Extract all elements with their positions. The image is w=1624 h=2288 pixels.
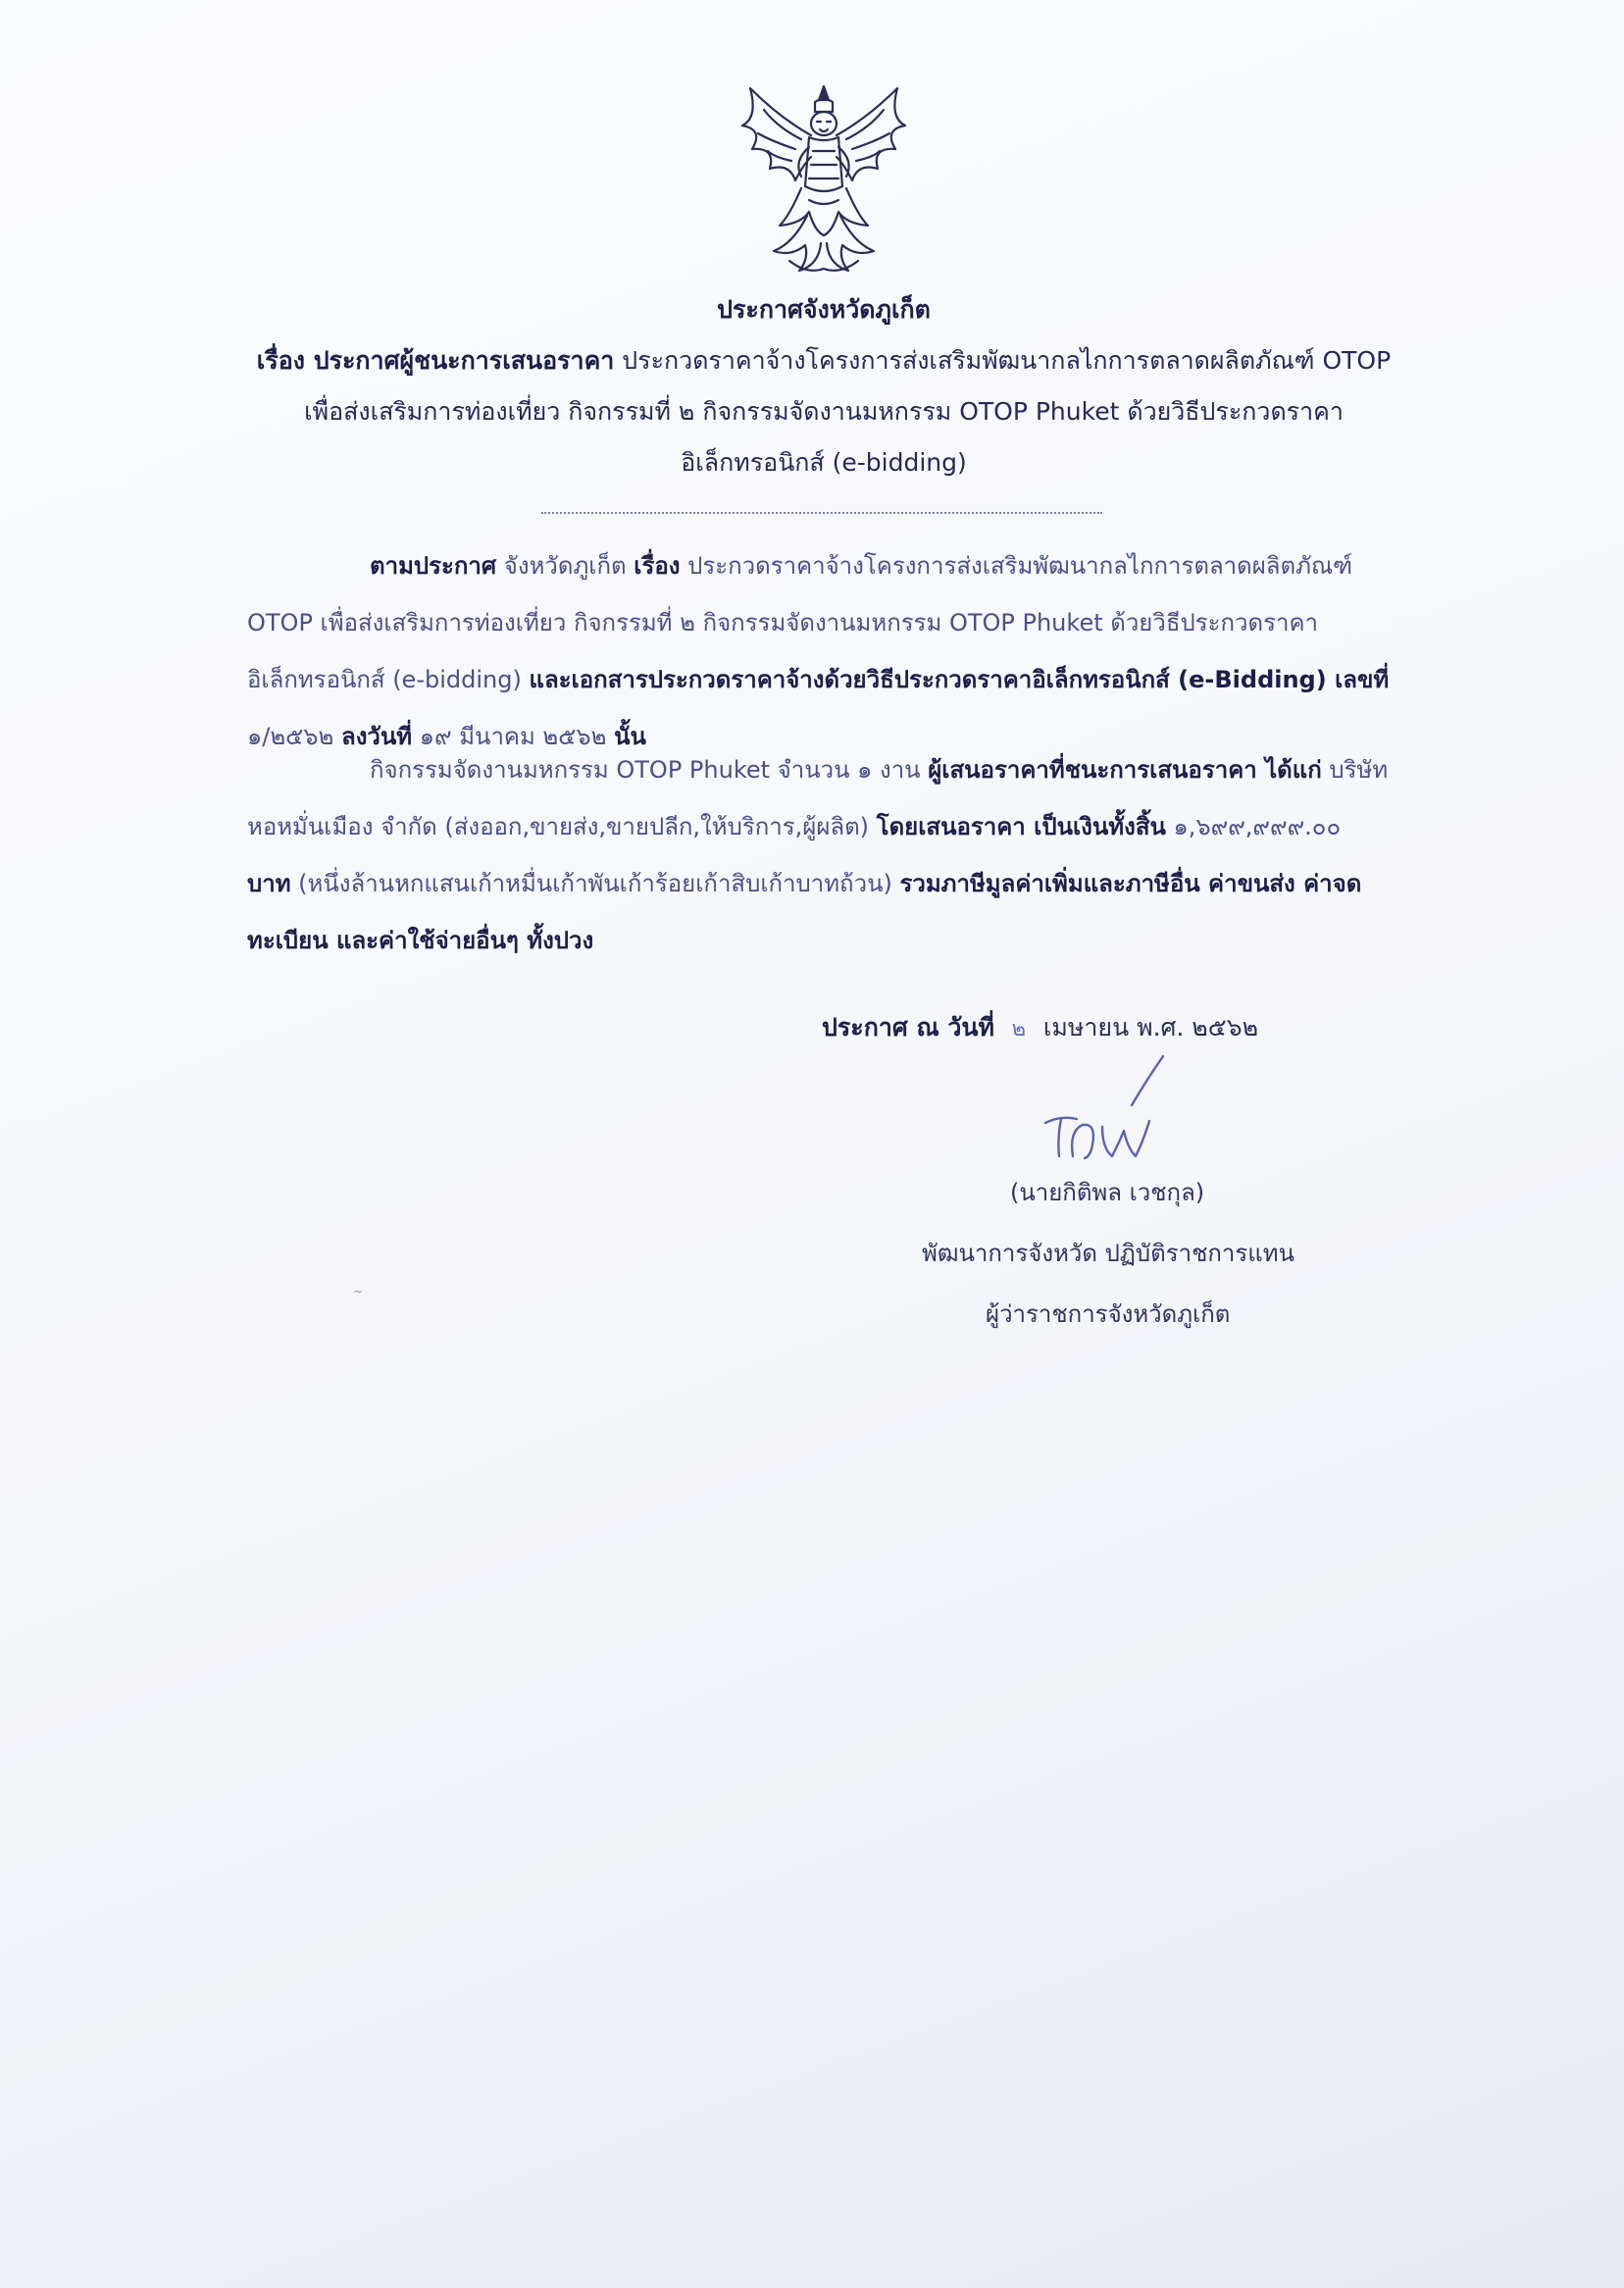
- divider: [541, 512, 1102, 514]
- subject-label: เรื่อง ประกาศผู้ชนะการเสนอราคา: [256, 346, 615, 375]
- signer-position-2: ผู้ว่าราชการจังหวัดภูเก็ต: [986, 1300, 1231, 1328]
- scan-speck: ~: [353, 1285, 364, 1298]
- paragraph-2: [247, 741, 1390, 969]
- announcement-date: [822, 1008, 1258, 1047]
- para1-lead: ตามประกาศ: [370, 552, 497, 580]
- subject-line-3: อิเล็กทรอนิกส์ (e-bidding): [681, 448, 967, 477]
- para2-company: บริษัท หอหมั่นเมือง จำกัด (ส่งออก,ขายส่ง,ขายปลีก,ให้บริการ,ผู้ผลิต): [247, 756, 1389, 840]
- announcement-month-year: เมษายน พ.ศ. ๒๕๖๒: [1042, 1013, 1259, 1042]
- announcement-day: ๒: [1011, 1017, 1027, 1042]
- para2-winner-label: ผู้เสนอราคาที่ชนะการเสนอราคา ได้แก่: [928, 756, 1322, 784]
- para1-bidding-doc: และเอกสารประกวดราคาจ้างด้วยวิธีประกวดราคาอิเล็กทรอนิกส์ (e-Bidding) เลขที่: [529, 666, 1390, 693]
- subject-line1-text: ประกวดราคาจ้างโครงการส่งเสริมพัฒนากลไกการตลาดผลิตภัณฑ์ OTOP: [622, 346, 1392, 375]
- para2-tax-note: รวมภาษีมูลค่าเพิ่มและภาษีอื่น ค่าขนส่ง ค่าจดทะเบียน และค่าใช้จ่ายอื่นๆ ทั้งปวง: [247, 870, 1362, 954]
- para2-amount: ๑,๖๙๙,๙๙๙.๐๐: [1173, 813, 1342, 840]
- para2-amount-words: (หนึ่งล้านหกแสนเก้าหมื่นเก้าพันเก้าร้อยเก้าสิบเก้าบาทถ้วน): [298, 870, 892, 897]
- para2-currency: บาท: [247, 870, 291, 897]
- para2-offer-label: โดยเสนอราคา เป็นเงินทั้งสิ้น: [876, 813, 1166, 840]
- subject-line-2: เพื่อส่งเสริมการท่องเที่ยว กิจกรรมที่ ๒ กิจกรรมจัดงานมหกรรม OTOP Phuket ด้วยวิธีประกวดราคา: [304, 397, 1344, 426]
- handwritten-signature: [1038, 1054, 1175, 1182]
- para1-project-text: ประกวดราคาจ้างโครงการส่งเสริมพัฒนากลไกการตลาดผลิตภัณฑ์ OTOP เพื่อส่งเสริมการท่องเที่ยว กิจกรรมที่ ๒ กิจกรรมจัดงานมหกรรม OTOP Phuket ด้วยวิธีประกวดราคา อิเล็กทรอนิกส์ (e-bidding): [247, 552, 1353, 693]
- para1-date-label: ลงวันที่: [341, 723, 413, 750]
- document-title: ประกาศจังหวัดภูเก็ต: [717, 295, 931, 324]
- para1-doc-number: ๑/๒๕๖๒: [247, 723, 334, 750]
- announcement-label: ประกาศ ณ วันที่: [822, 1013, 994, 1042]
- para1-province: จังหวัดภูเก็ต: [503, 552, 627, 580]
- para1-subject-word: เรื่อง: [634, 552, 681, 580]
- para2-activity: กิจกรรมจัดงานมหกรรม OTOP Phuket จำนวน ๑ งาน: [370, 756, 921, 784]
- subject-block: [196, 335, 1451, 488]
- signer-name: (นายกิติพล เวชกุล): [1010, 1179, 1205, 1206]
- para1-date-value: ๑๙ มีนาคม ๒๕๖๒: [419, 723, 607, 750]
- subject-line-1: [196, 335, 1451, 386]
- paragraph-1: [247, 537, 1390, 765]
- para1-ending: นั้น: [614, 723, 646, 750]
- garuda-emblem-icon: [731, 78, 917, 284]
- signer-position: พัฒนาการจังหวัด ปฏิบัติราชการแทน: [922, 1240, 1294, 1267]
